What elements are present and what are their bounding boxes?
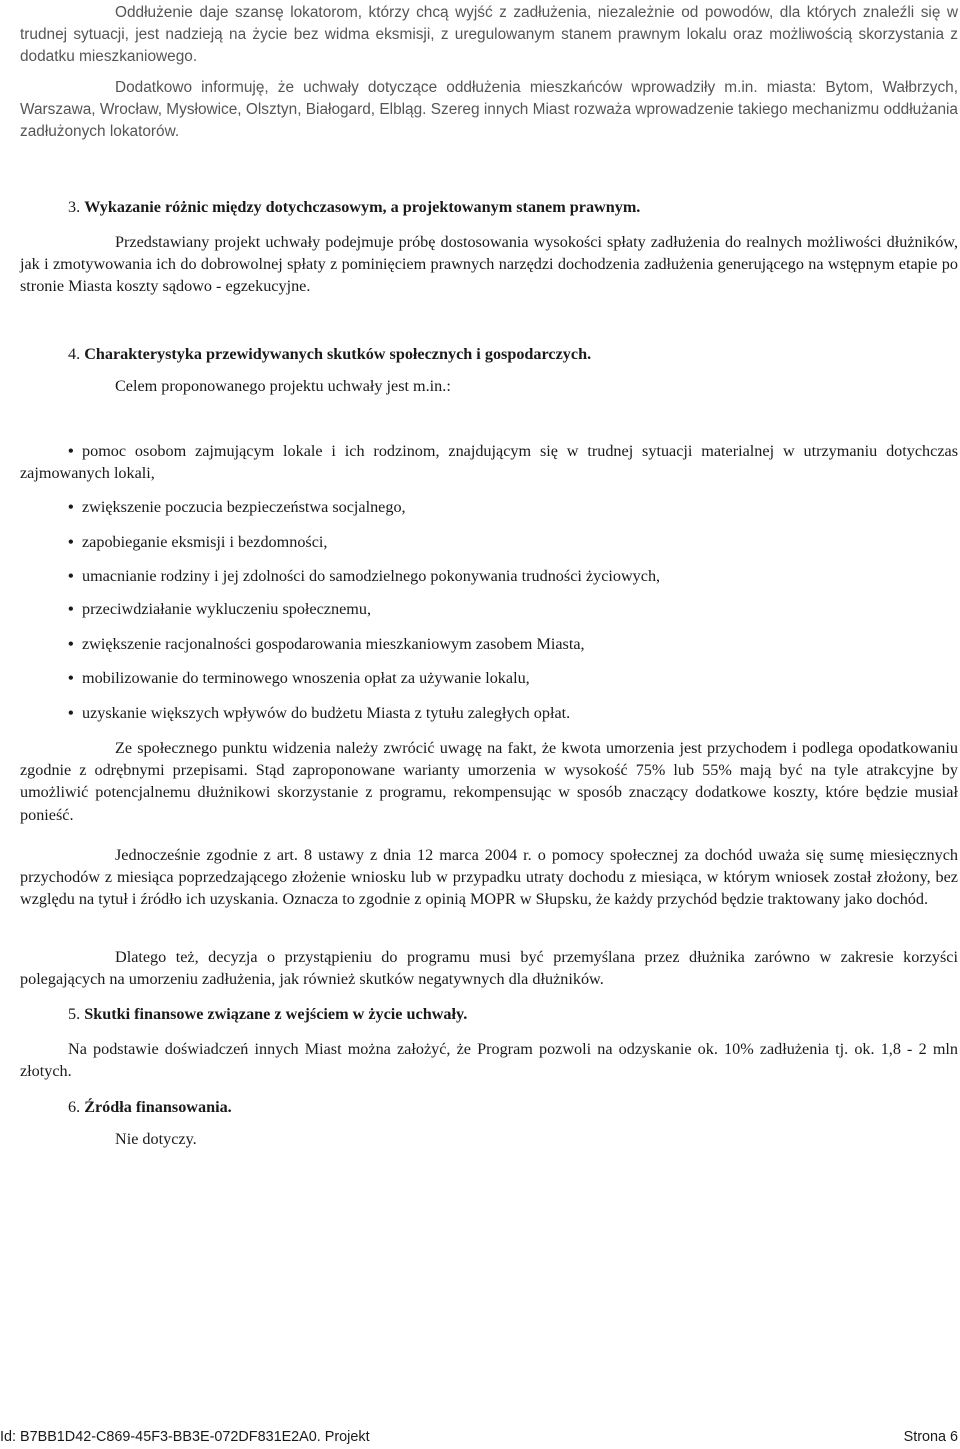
section-5-heading bbox=[20, 1003, 467, 1025]
list-item: • umacnianie rodziny i jej zdolności do samodzielnego pokonywania trudności życiowych, bbox=[20, 565, 958, 587]
section-6-heading bbox=[20, 1096, 232, 1118]
bullet-icon: • bbox=[68, 533, 74, 551]
page-number: Strona 6 bbox=[903, 1429, 958, 1445]
list-item: • mobilizowanie do terminowego wnoszenia opłat za używanie lokalu, bbox=[20, 667, 958, 689]
section-5-title: Skutki finansowe związane z wejściem w życie uchwały. bbox=[84, 1005, 468, 1023]
section-5-paragraph: Na podstawie doświadczeń innych Miast można założyć, że Program pozwoli na odzyskanie ok. 10% zadłużenia tj. ok. 1,8 - 2 mln złotych. bbox=[20, 1040, 958, 1081]
section-3-heading bbox=[20, 196, 640, 218]
section-6-paragraph: Nie dotyczy. bbox=[115, 1130, 197, 1148]
intro-paragraph-2: Dodatkowo informuję, że uchwały dotyczące oddłużenia mieszkańców wprowadziły m.in. miasta: Bytom, Wałbrzych, Warszawa, Wrocław, Mysłowice, Olsztyn, Białogard, Elbląg. Szereg innych Miast rozważa wprowadzenie takiego mechanizmu oddłużania zadłużonych lokatorów. bbox=[20, 79, 958, 141]
bullet-icon: • bbox=[68, 498, 74, 516]
section-4-number: 4. bbox=[68, 345, 81, 363]
section-3-title: Wykazanie różnic między dotychczasowym, a projektowanym stanem prawnym. bbox=[84, 198, 641, 216]
bullet-icon: • bbox=[68, 600, 74, 618]
bullet-icon: • bbox=[68, 635, 74, 653]
section-6-title: Źródła finansowania. bbox=[84, 1098, 232, 1116]
section-4-title: Charakterystyka przewidywanych skutków społecznych i gospodarczych. bbox=[84, 345, 592, 363]
section-6-number: 6. bbox=[68, 1098, 81, 1116]
bullet-icon: • bbox=[68, 704, 74, 722]
list-item: • uzyskanie większych wpływów do budżetu Miasta z tytułu zaległych opłat. bbox=[20, 702, 958, 724]
list-item: • zapobieganie eksmisji i bezdomności, bbox=[20, 531, 958, 553]
section-4-paragraph-1: Ze społecznego punktu widzenia należy zwrócić uwagę na fakt, że kwota umorzenia jest przychodem i podlega opodatkowaniu zgodnie z odrębnymi przepisami. Stąd zaproponowane warianty umorzenia w wysokość 75% lub 55% mają być na tyle atrakcyjne by umożliwić potencjalnemu dłużnikowi skorzystanie z programu, rekompensując w sposób znaczący dodatkowe koszty, które będzie musiał ponieść. bbox=[20, 739, 958, 824]
list-item: • zwiększenie poczucia bezpieczeństwa socjalnego, bbox=[20, 496, 958, 518]
section-4-heading bbox=[20, 343, 591, 365]
bullet-icon: • bbox=[68, 567, 74, 585]
list-item: • pomoc osobom zajmującym lokale i ich rodzinom, znajdującym się w trudnej sytuacji materialnej w utrzymaniu dotychczas zajmowanych lokali, bbox=[20, 442, 958, 483]
section-3-number: 3. bbox=[68, 198, 81, 216]
bullet-icon: • bbox=[68, 669, 74, 687]
intro-paragraph-1: Oddłużenie daje szansę lokatorom, którzy chcą wyjść z zadłużenia, niezależnie od powodów, dla których znaleźli się w trudnej sytuacji, jest nadzieją na życie bez widma eksmisji, z uregulowanym stanem prawnym lokalu oraz możliwością skorzystania z dodatku mieszkaniowego. bbox=[20, 4, 958, 66]
bullet-icon: • bbox=[68, 442, 74, 460]
section-4-paragraph-2: Jednocześnie zgodnie z art. 8 ustawy z dnia 12 marca 2004 r. o pomocy społecznej za dochód uważa się sumę miesięcznych przychodów z miesiąca poprzedzającego złożenie wniosku lub w przypadku utraty dochodu z miesiąca, w którym wniosek został złożony, bez względu na tytuł i źródło ich uzyskania. Oznacza to zgodnie z opinią MOPR w Słupsku, że każdy przychód będzie traktowany jako dochód. bbox=[20, 846, 958, 909]
list-item: • zwiększenie racjonalności gospodarowania mieszkaniowym zasobem Miasta, bbox=[20, 633, 958, 655]
section-4-paragraph-3: Dlatego też, decyzja o przystąpieniu do programu musi być przemyślana przez dłużnika zarówno w zakresie korzyści polegających na umorzeniu zadłużenia, jak również skutków negatywnych dla dłużników. bbox=[20, 948, 958, 989]
section-3-paragraph: Przedstawiany projekt uchwały podejmuje próbę dostosowania wysokości spłaty zadłużenia do realnych możliwości dłużników, jak i zmotywowania ich do dobrowolnej spłaty z pominięciem prawnych narzędzi dochodzenia zadłużenia generującego na wstępnym etapie po stronie Miasta koszty sądowo - egzekucyjne. bbox=[20, 233, 958, 296]
document-id: Id: B7BB1D42-C869-45F3-BB3E-072DF831E2A0. Projekt bbox=[0, 1429, 370, 1445]
section-5-number: 5. bbox=[68, 1005, 81, 1023]
list-item: • przeciwdziałanie wykluczeniu społecznemu, bbox=[20, 598, 958, 620]
section-4-lead: Celem proponowanego projektu uchwały jest m.in.: bbox=[115, 377, 451, 395]
